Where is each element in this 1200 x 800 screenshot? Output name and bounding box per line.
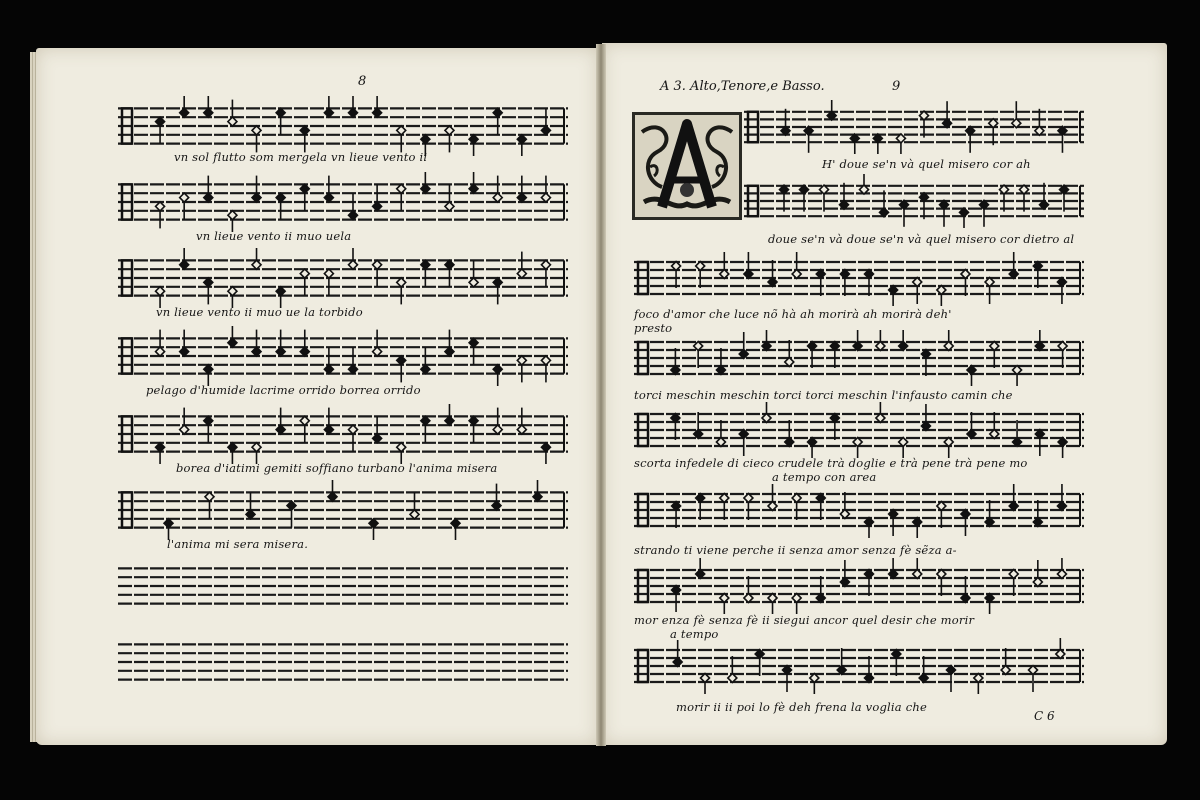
music-note [865, 570, 874, 597]
music-note [892, 650, 901, 677]
tempo-marking: a tempo [670, 627, 719, 641]
music-note [1013, 420, 1022, 447]
music-note [967, 412, 976, 439]
music-note [324, 347, 333, 374]
right-page-number: 9 [892, 79, 901, 94]
music-note [1058, 342, 1067, 369]
music-note [541, 260, 550, 287]
music-note [373, 260, 382, 287]
music-note [1033, 500, 1042, 527]
music-staff [118, 334, 568, 378]
music-note [421, 347, 430, 374]
music-note [837, 648, 846, 675]
music-note [252, 176, 261, 203]
music-staff [118, 256, 568, 300]
music-staff [634, 490, 1084, 530]
music-note [961, 270, 970, 297]
music-staff [744, 182, 1084, 220]
music-note [421, 260, 430, 287]
music-note [252, 330, 261, 357]
music-note [469, 260, 478, 287]
music-note [373, 416, 382, 443]
music-note [1009, 570, 1018, 597]
music-note [276, 108, 285, 135]
music-note [840, 270, 849, 297]
lyric-line: borea d'iatimi gemiti soffiano turbano l'anima misera [176, 461, 498, 475]
lyric-line: morir ii ii poi lo fè deh frena la voglia che [676, 700, 927, 714]
music-note [985, 500, 994, 527]
music-note [990, 412, 999, 439]
music-note [469, 338, 478, 365]
music-note [816, 494, 825, 521]
music-note [349, 193, 358, 220]
lyric-line: mor enza fè senza fè ii siegui ancor quel desir che morir [634, 613, 975, 627]
music-note [808, 342, 817, 369]
decorated-initial-a [632, 112, 742, 220]
lyric-line: vn lieue vento ii muo ue la torbido [156, 305, 363, 319]
music-note [300, 330, 309, 357]
lyric-line: H' doue se'n và quel misero cor ah [822, 157, 1031, 171]
music-note [755, 650, 764, 677]
music-staff [634, 566, 1084, 606]
music-note [324, 408, 333, 435]
music-note [744, 576, 753, 603]
music-note [493, 408, 502, 435]
music-note [720, 494, 729, 521]
music-note [246, 492, 255, 519]
music-note [696, 262, 705, 289]
music-note [830, 414, 839, 441]
music-note [228, 100, 237, 127]
music-note [541, 108, 550, 134]
music-note [493, 108, 502, 135]
music-staff [118, 640, 568, 684]
music-note [937, 502, 946, 529]
music-note [672, 502, 681, 529]
music-staff [634, 338, 1084, 378]
music-note [180, 330, 189, 357]
music-staff [634, 258, 1084, 298]
music-note [349, 347, 358, 374]
music-note [541, 176, 550, 203]
music-note [180, 193, 189, 220]
lyric-line: vn lieue vento ii muo uela [196, 229, 352, 243]
music-note [517, 252, 526, 279]
music-note [300, 269, 309, 296]
music-note [276, 408, 285, 435]
music-note [865, 270, 874, 297]
music-staff [634, 646, 1084, 686]
music-note [785, 340, 794, 367]
music-note [672, 262, 681, 289]
music-note [937, 570, 946, 597]
music-note [469, 416, 478, 443]
music-note [1001, 648, 1010, 675]
music-note [716, 348, 725, 375]
music-note [287, 501, 296, 527]
music-note [517, 176, 526, 203]
music-note [694, 412, 703, 439]
music-note [792, 494, 801, 521]
book-gutter [596, 44, 606, 746]
music-note [492, 484, 501, 511]
music-note [300, 184, 309, 211]
signature-mark: C 6 [1034, 709, 1055, 723]
music-note [276, 330, 285, 357]
tempo-marking: a tempo con area [772, 470, 877, 484]
music-note [768, 260, 777, 287]
music-note [421, 416, 430, 443]
music-note [694, 342, 703, 369]
music-note [785, 420, 794, 447]
music-note [324, 269, 333, 296]
music-note [865, 656, 874, 683]
music-note [276, 193, 285, 220]
lyric-line: torci meschin meschin torci torci meschin l'infausto camin che [634, 388, 1013, 402]
music-note [156, 330, 165, 357]
lyric-line: l'anima mi sera misera. [167, 537, 309, 551]
music-note [410, 492, 419, 519]
music-note [373, 184, 382, 211]
music-note [830, 342, 839, 369]
music-staff [634, 410, 1084, 450]
music-note [373, 330, 382, 357]
music-note [816, 576, 825, 603]
music-staff [118, 180, 568, 224]
music-note [180, 408, 189, 435]
music-note [493, 176, 502, 203]
music-note [445, 184, 454, 211]
music-note [961, 576, 970, 603]
lyric-line: foco d'amor che luce nõ hà ah morirà ah morirà deh' [634, 307, 952, 321]
music-note [816, 270, 825, 297]
left-page-number: 8 [358, 74, 367, 89]
music-staff [118, 104, 568, 148]
music-note [397, 184, 406, 211]
music-note [324, 176, 333, 203]
music-note [990, 342, 999, 369]
lyric-line: pelago d'humide lacrime orrido borrea orrido [146, 383, 421, 397]
music-note [1033, 262, 1042, 289]
music-note [205, 492, 214, 519]
music-note [349, 425, 358, 452]
lyric-line: scorta infedele di cieco crudele trà doglie e trà pene trà pene mo [634, 456, 1028, 470]
music-note [300, 416, 309, 443]
music-note [696, 494, 705, 521]
music-staff [744, 108, 1084, 146]
music-note [671, 348, 680, 375]
music-note [204, 416, 213, 443]
music-note [445, 260, 454, 287]
lyric-line: strando ti viene perche ii senza amor senza fè sẽza a- [634, 543, 957, 557]
music-staff [118, 488, 568, 532]
music-note [156, 117, 165, 144]
music-note [204, 176, 213, 203]
music-note [919, 656, 928, 683]
page-header: A 3. Alto,Tenore,e Basso. [660, 79, 825, 94]
music-note [716, 420, 725, 447]
music-note [728, 656, 737, 683]
music-note [445, 330, 454, 357]
music-note [921, 350, 930, 377]
music-note [744, 494, 753, 521]
music-note [840, 492, 849, 519]
lyric-line: vn sol flutto som mergela vn lieue vento ii [174, 150, 428, 164]
lyric-line: doue se'n và doue se'n và quel misero cor dietro al [768, 232, 1075, 246]
lyric-line: presto [634, 321, 673, 335]
music-note [517, 408, 526, 435]
music-staff [118, 564, 568, 608]
music-staff [118, 412, 568, 456]
music-note [671, 414, 680, 441]
